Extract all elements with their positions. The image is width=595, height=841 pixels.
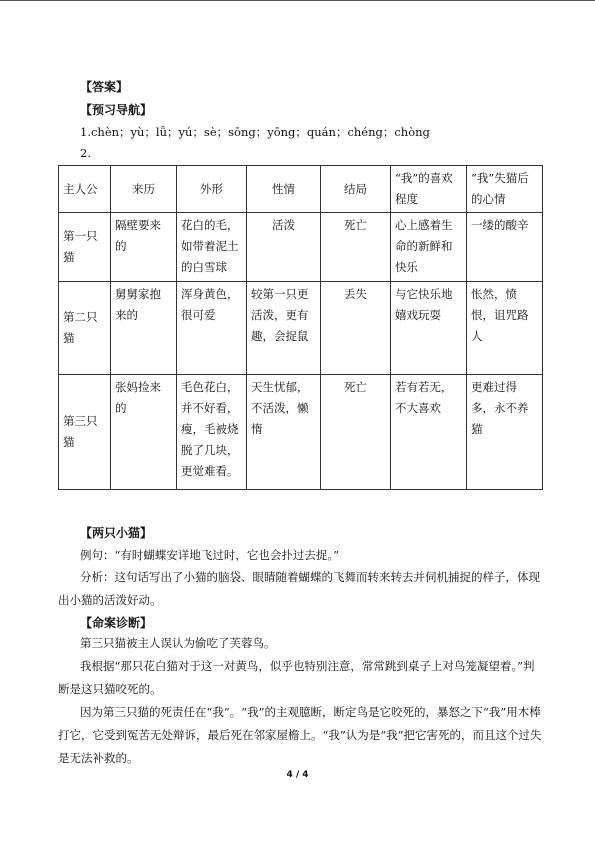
header-cell: “我”失猫后的心情 (467, 166, 543, 213)
pinyin-answers: 1.chèn；yù；lǚ；yú；sè；sōng；yōng；quán；chéng；chòng (80, 125, 430, 139)
case-paragraph-3 (58, 701, 542, 770)
analysis-paragraph (58, 566, 542, 612)
item-2-label: 2. (80, 146, 91, 160)
table-cell: 毛色花白，并不好看，瘦，毛被烧脱了几块，更觉难看。 (177, 375, 247, 490)
header-cell: 性情 (247, 166, 321, 213)
table-cell: 第一只猫 (59, 213, 111, 282)
table-cell: 舅舅家抱来的 (111, 282, 177, 375)
header-cell: 来历 (111, 166, 177, 213)
table-cell: 更难过得多，永不养猫 (467, 375, 543, 490)
heading-answer: 【答案】 (80, 80, 129, 94)
case-text-3: 因为第三只猫的死责任在“我”。“我”的主观臆断，断定鸟是它咬死的，暴怒之下“我”用木棒打它，它受到冤苦无处辩诉，最后死在邻家屋檐上。“我”认为是“我”把它害死的，而且这个过失是无法补救的。 (58, 705, 542, 765)
case-text-1: 第三只猫被主人误认为偷吃了芙蓉鸟。 (80, 636, 276, 650)
header-cell: 外形 (177, 166, 247, 213)
case-paragraph-1 (58, 632, 542, 655)
top-rule (0, 0, 595, 1)
table-cell: 心上感着生命的新鲜和快乐 (391, 213, 467, 282)
table-cell: 花白的毛，如带着泥土的白雪球 (177, 213, 247, 282)
header-cell: 主人公 (59, 166, 111, 213)
table-cell: 与它快乐地嬉戏玩耍 (391, 282, 467, 375)
table-cell: 死亡 (321, 375, 391, 490)
heading-two-cats: 【两只小猫】 (80, 526, 153, 540)
table-cell: 活泼 (247, 213, 321, 282)
table-cell: 张妈捡来的 (111, 375, 177, 490)
case-paragraph-2 (58, 655, 542, 701)
page-number: 4 / 4 (286, 770, 309, 780)
header-cell: 结局 (321, 166, 391, 213)
table-row (59, 213, 543, 282)
header-cell: “我”的喜欢程度 (391, 166, 467, 213)
cats-table (58, 165, 543, 490)
table-cell: 第三只猫 (59, 375, 111, 490)
table-cell: 第二只猫 (59, 282, 111, 375)
heading-case: 【命案诊断】 (80, 616, 153, 630)
table-cell: 若有若无，不大喜欢 (391, 375, 467, 490)
table-cell: 较第一只更活泼，更有趣，会捉鼠 (247, 282, 321, 375)
analysis-text: 分析：这句话写出了小猫的脑袋、眼睛随着蝴蝶的飞舞而转来转去并伺机捕捉的样子，体现出小猫的活泼好动。 (58, 570, 540, 607)
table-header-row (59, 166, 543, 213)
table-cell: 死亡 (321, 213, 391, 282)
example-sentence: 例句：“有时蝴蝶安详地飞过时，它也会扑过去捉。” (80, 548, 340, 562)
table-cell: 天生忧郁，不活泼，懒惰 (247, 375, 321, 490)
table-cell: 一缕的酸辛 (467, 213, 543, 282)
table-row (59, 282, 543, 375)
heading-preview: 【预习导航】 (80, 103, 153, 117)
table-cell: 浑身黄色，很可爱 (177, 282, 247, 375)
case-text-2: 我根据“那只花白猫对于这一对黄鸟，似乎也特别注意，常常跳到桌子上对鸟笼凝望着。”判断是这只猫咬死的。 (58, 659, 535, 696)
table-cell: 隔壁要来的 (111, 213, 177, 282)
table-row (59, 375, 543, 490)
table-cell: 怅然，愤恨，诅咒路人 (467, 282, 543, 375)
table-cell: 丢失 (321, 282, 391, 375)
